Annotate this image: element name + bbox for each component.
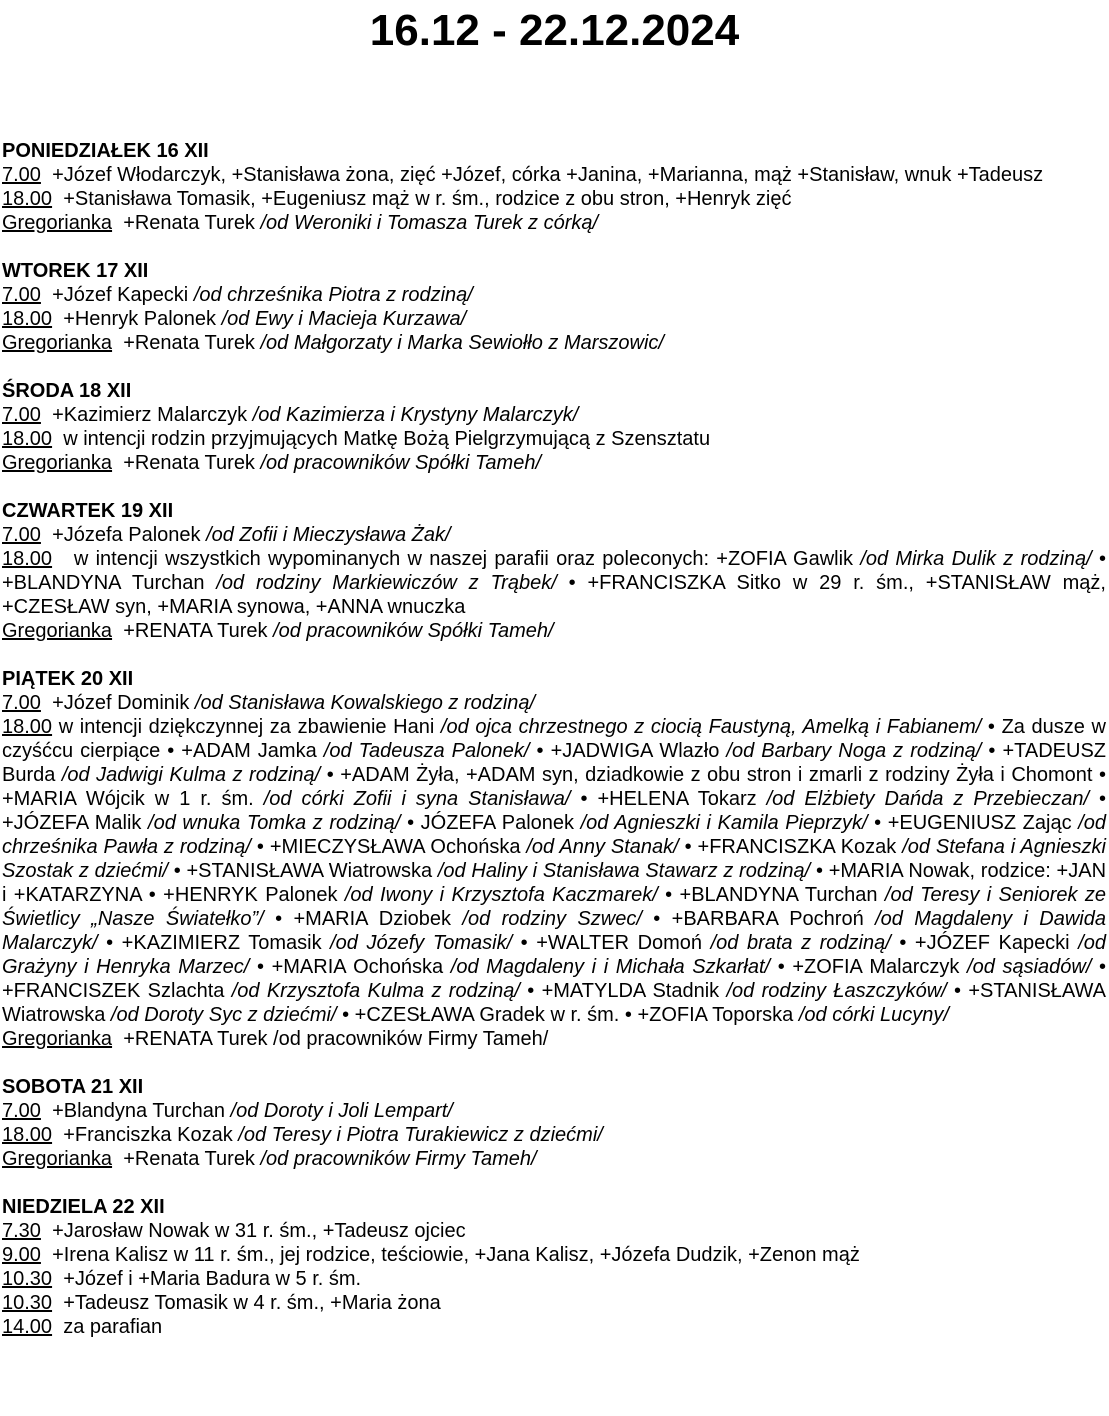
intention-text: • +WALTER Domoń bbox=[512, 932, 711, 954]
intention-text: +Renata Turek bbox=[123, 212, 261, 234]
intention-text: +RENATA Turek /od pracowników Firmy Tameh/ bbox=[123, 1028, 549, 1050]
intention-text: • +BARBARA Pochroń bbox=[641, 908, 876, 930]
mass-intention-entry bbox=[2, 1147, 1106, 1171]
spacer bbox=[112, 1028, 123, 1050]
day-section bbox=[2, 1075, 1106, 1171]
intention-text: • +JADWIGA Wlazło bbox=[529, 740, 727, 762]
intention-requester: /od Stanisława Kowalskiego z rodziną/ bbox=[194, 692, 536, 714]
intention-text: • +MARIA Nowak, rodzice: +JAN i +KATARZYNA • +HENRYK Palonek bbox=[2, 860, 1107, 906]
mass-intention-entry bbox=[2, 187, 1106, 211]
day-heading: PONIEDZIAŁEK 16 XII bbox=[2, 140, 209, 162]
intention-text: • +FRANCISZEK Szlachta bbox=[2, 956, 1107, 1002]
day-heading: CZWARTEK 19 XII bbox=[2, 500, 174, 522]
mass-time: 18.00 bbox=[2, 1124, 53, 1146]
spacer bbox=[41, 404, 52, 426]
mass-intention-entry bbox=[2, 523, 1106, 547]
intention-requester: /od Grażyny i Henryka Marzec/ bbox=[2, 932, 1106, 978]
intention-text: +Tadeusz Tomasik w 4 r. śm., +Maria żona bbox=[63, 1292, 441, 1314]
intention-requester: /od Magdaleny i i Michała Szkarłat/ bbox=[450, 956, 771, 978]
intention-text: • +FRANCISZKA Kozak bbox=[678, 836, 903, 858]
intention-requester: /od chrześnika Piotra z rodziną/ bbox=[193, 284, 473, 306]
intention-text: • +TADEUSZ Burda bbox=[2, 740, 1107, 786]
gregorianka-label: Gregorianka bbox=[2, 332, 113, 354]
intention-text: +Irena Kalisz w 11 r. śm., jej rodzice, teściowie, +Jana Kalisz, +Józefa Dudzik, +Zenon mąż bbox=[52, 1244, 860, 1266]
mass-intention-entry bbox=[2, 1099, 1106, 1123]
day-section bbox=[2, 379, 1106, 475]
intention-text: • +EUGENIUSZ Zając bbox=[867, 812, 1079, 834]
mass-time: 7.00 bbox=[2, 284, 41, 306]
intention-text: • +JÓZEFA Malik bbox=[2, 788, 1106, 834]
intention-requester: /od córki Lucyny/ bbox=[798, 1004, 949, 1026]
mass-intention-entry bbox=[2, 691, 1106, 715]
intention-requester: /od Doroty i Joli Lempart/ bbox=[230, 1100, 453, 1122]
intention-requester: /od Haliny i Stanisława Stawarz z rodziną/ bbox=[437, 860, 811, 882]
spacer bbox=[41, 164, 52, 186]
intention-text: • +STANISŁAWA Wiatrowska bbox=[167, 860, 438, 882]
intention-text: +RENATA Turek bbox=[123, 620, 274, 642]
intention-text: +Henryk Palonek bbox=[63, 308, 222, 330]
intention-text: • +MARIA Dziobek bbox=[263, 908, 463, 930]
mass-intention-entry bbox=[2, 1243, 1106, 1267]
spacer bbox=[112, 332, 123, 354]
gregorianka-label: Gregorianka bbox=[2, 620, 113, 642]
intention-requester: /od pracowników Spółki Tameh/ bbox=[260, 452, 542, 474]
mass-intention-entry bbox=[2, 427, 1106, 451]
intention-requester: /od pracowników Spółki Tameh/ bbox=[273, 620, 554, 642]
mass-time: 7.00 bbox=[2, 404, 41, 426]
mass-intention-entry bbox=[2, 1219, 1106, 1243]
spacer bbox=[41, 284, 52, 306]
mass-intention-entry bbox=[2, 1267, 1106, 1291]
day-heading: SOBOTA 21 XII bbox=[2, 1076, 144, 1098]
spacer bbox=[52, 188, 63, 210]
intention-requester: /od Zofii i Mieczysława Żak/ bbox=[206, 524, 451, 546]
intention-text: +Józef Dominik bbox=[52, 692, 195, 714]
intention-text: w intencji dziękczynnej za zbawienie Hani bbox=[58, 716, 441, 738]
intention-text: • +BLANDYNA Turchan bbox=[657, 884, 885, 906]
spacer bbox=[52, 428, 63, 450]
intention-requester: /od Mirka Dulik z rodziną/ bbox=[860, 548, 1092, 570]
intention-text: +Józefa Palonek bbox=[52, 524, 207, 546]
intention-requester: /od Ewy i Macieja Kurzawa/ bbox=[221, 308, 467, 330]
spacer bbox=[52, 1292, 63, 1314]
intention-requester: /od córki Zofii i syna Stanisława/ bbox=[263, 788, 571, 810]
mass-time: 18.00 bbox=[2, 716, 53, 738]
intention-requester: /od rodziny Łaszczyków/ bbox=[726, 980, 947, 1002]
mass-time: 10.30 bbox=[2, 1268, 53, 1290]
intention-text: • Za dusze w czyśćcu cierpiące • +ADAM Jamka bbox=[2, 716, 1106, 762]
mass-time: 18.00 bbox=[2, 188, 53, 210]
mass-intention-entry bbox=[2, 451, 1106, 475]
intention-requester: /od rodziny Markiewiczów z Trąbek/ bbox=[216, 572, 557, 594]
day-section bbox=[2, 139, 1106, 235]
intention-text: • +STANISŁAWA Wiatrowska bbox=[2, 980, 1107, 1026]
intention-requester: /od Teresy i Piotra Turakiewicz z dziećmi/ bbox=[238, 1124, 603, 1146]
intention-text: • +FRANCISZKA Sitko w 29 r. śm., +STANISŁAW mąż, +CZESŁAW syn, +MARIA synowa, +ANNA wnuczka bbox=[2, 572, 1106, 618]
intention-text: +Renata Turek bbox=[123, 1148, 261, 1170]
mass-time: 18.00 bbox=[2, 428, 53, 450]
intention-text: +Renata Turek bbox=[123, 332, 261, 354]
spacer bbox=[41, 692, 52, 714]
spacer bbox=[112, 452, 123, 474]
intention-requester: /od sąsiadów/ bbox=[967, 956, 1092, 978]
day-section bbox=[2, 1195, 1106, 1339]
day-section bbox=[2, 259, 1106, 355]
day-section bbox=[2, 499, 1106, 643]
intention-requester: /od wnuka Tomka z rodziną/ bbox=[148, 812, 401, 834]
intention-text: w intencji rodzin przyjmujących Matkę Bożą Pielgrzymującą z Szensztatu bbox=[63, 428, 711, 450]
mass-time: 9.00 bbox=[2, 1244, 41, 1266]
mass-intention-entry bbox=[2, 211, 1106, 235]
intention-text: • +ZOFIA Malarczyk bbox=[770, 956, 968, 978]
mass-intention-entry bbox=[2, 619, 1106, 643]
day-section bbox=[2, 667, 1106, 1051]
spacer bbox=[41, 1100, 52, 1122]
mass-intention-entry bbox=[2, 163, 1106, 187]
mass-intention-entry bbox=[2, 715, 1106, 1027]
mass-intention-entry bbox=[2, 1291, 1106, 1315]
intention-text: • +JÓZEF Kapecki bbox=[890, 932, 1079, 954]
gregorianka-label: Gregorianka bbox=[2, 452, 113, 474]
intention-requester: /od Teresy i Seniorek ze Świetlicy „Nasze Światełko”/ bbox=[2, 884, 1106, 930]
intention-text: +Jarosław Nowak w 31 r. śm., +Tadeusz ojciec bbox=[52, 1220, 466, 1242]
mass-time: 7.00 bbox=[2, 524, 41, 546]
day-heading: NIEDZIELA 22 XII bbox=[2, 1196, 165, 1218]
intention-text: • +BLANDYNA Turchan bbox=[2, 548, 1107, 594]
intention-text: • +MATYLDA Stadnik bbox=[519, 980, 727, 1002]
intention-text: • +MIECZYSŁAWA Ochońska bbox=[250, 836, 527, 858]
intention-text: +Franciszka Kozak bbox=[63, 1124, 239, 1146]
spacer bbox=[52, 1268, 63, 1290]
spacer bbox=[112, 620, 123, 642]
mass-time: 18.00 bbox=[2, 548, 53, 570]
intention-text: +Kazimierz Malarczyk bbox=[52, 404, 253, 426]
mass-time: 7.00 bbox=[2, 692, 41, 714]
mass-time: 14.00 bbox=[2, 1316, 53, 1338]
mass-intention-entry bbox=[2, 1315, 1106, 1339]
intention-text: +Blandyna Turchan bbox=[52, 1100, 231, 1122]
intention-requester: /od Barbary Noga z rodziną/ bbox=[726, 740, 982, 762]
intention-text: • JÓZEFA Palonek bbox=[400, 812, 581, 834]
day-heading: ŚRODA 18 XII bbox=[2, 380, 132, 402]
mass-schedule bbox=[2, 139, 1106, 1363]
spacer bbox=[41, 524, 52, 546]
intention-text: +Józef Kapecki bbox=[52, 284, 194, 306]
intention-text: w intencji wszystkich wypominanych w naszej parafii oraz poleconych: +ZOFIA Gawlik bbox=[66, 548, 861, 570]
gregorianka-label: Gregorianka bbox=[2, 1148, 113, 1170]
spacer bbox=[52, 308, 63, 330]
gregorianka-label: Gregorianka bbox=[2, 212, 113, 234]
intention-requester: /od Iwony i Krzysztofa Kaczmarek/ bbox=[344, 884, 658, 906]
day-heading: PIĄTEK 20 XII bbox=[2, 668, 134, 690]
intention-requester: /od Stefana i Agnieszki Szostak z dziećmi/ bbox=[2, 836, 1106, 882]
intention-text: +Stanisława Tomasik, +Eugeniusz mąż w r. śm., rodzice z obu stron, +Henryk zięć bbox=[63, 188, 792, 210]
intention-text: +Józef i +Maria Badura w 5 r. śm. bbox=[63, 1268, 362, 1290]
spacer bbox=[112, 212, 123, 234]
intention-requester: /od Elżbiety Dańda z Przebieczan/ bbox=[766, 788, 1089, 810]
mass-time: 7.00 bbox=[2, 164, 41, 186]
intention-requester: /od Anny Stanak/ bbox=[526, 836, 679, 858]
intention-requester: /od Małgorzaty i Marka Sewiołło z Marszowic/ bbox=[260, 332, 664, 354]
mass-intention-entry bbox=[2, 403, 1106, 427]
page-title: 16.12 - 22.12.2024 bbox=[369, 6, 740, 55]
intention-requester: /od Doroty Syc z dziećmi/ bbox=[110, 1004, 337, 1026]
intention-requester: /od rodziny Szwec/ bbox=[462, 908, 642, 930]
gregorianka-label: Gregorianka bbox=[2, 1028, 113, 1050]
intention-text: • +MARIA Ochońska bbox=[249, 956, 451, 978]
intention-text: +Renata Turek bbox=[123, 452, 261, 474]
intention-requester: /od pracowników Firmy Tameh/ bbox=[260, 1148, 537, 1170]
mass-time: 18.00 bbox=[2, 308, 53, 330]
day-heading: WTOREK 17 XII bbox=[2, 260, 149, 282]
spacer bbox=[52, 548, 67, 570]
intention-requester: /od Kazimierza i Krystyny Malarczyk/ bbox=[252, 404, 579, 426]
mass-intention-entry bbox=[2, 307, 1106, 331]
mass-intention-entry bbox=[2, 331, 1106, 355]
spacer bbox=[41, 1220, 52, 1242]
mass-time: 7.00 bbox=[2, 1100, 41, 1122]
mass-time: 7.30 bbox=[2, 1220, 41, 1242]
mass-intention-entry bbox=[2, 1123, 1106, 1147]
mass-intention-entry bbox=[2, 1027, 1106, 1051]
intention-requester: /od Magdaleny i Dawida Malarczyk/ bbox=[2, 908, 1106, 954]
intention-requester: /od Józefy Tomasik/ bbox=[330, 932, 513, 954]
spacer bbox=[52, 1316, 63, 1338]
mass-time: 10.30 bbox=[2, 1292, 53, 1314]
spacer bbox=[41, 1244, 52, 1266]
intention-text: • +KAZIMIERZ Tomasik bbox=[97, 932, 331, 954]
intention-requester: /od Tadeusza Palonek/ bbox=[323, 740, 530, 762]
intention-requester: /od Weroniki i Tomasza Turek z córką/ bbox=[260, 212, 599, 234]
mass-intention-entry bbox=[2, 283, 1106, 307]
intention-requester: /od Krzysztofa Kulma z rodziną/ bbox=[231, 980, 520, 1002]
intention-requester: /od ojca chrzestnego z ciocią Faustyną, Amelką i Fabianem/ bbox=[440, 716, 982, 738]
spacer bbox=[52, 1124, 63, 1146]
spacer bbox=[112, 1148, 123, 1170]
intention-text: • +ADAM Żyła, +ADAM syn, dziadkowie z obu stron i zmarli z rodziny Żyła i Chomont • +MARIA Wójcik w 1 r. śm. bbox=[2, 764, 1106, 810]
mass-intention-entry bbox=[2, 547, 1106, 619]
intention-text: za parafian bbox=[63, 1316, 163, 1338]
spacer bbox=[52, 716, 59, 738]
intention-requester: /od chrześnika Pawła z rodziną/ bbox=[2, 812, 1106, 858]
intention-requester: /od Agnieszki i Kamila Pieprzyk/ bbox=[580, 812, 868, 834]
intention-requester: /od Jadwigi Kulma z rodziną/ bbox=[61, 764, 321, 786]
intention-text: +Józef Włodarczyk, +Stanisława żona, zięć +Józef, córka +Janina, +Marianna, mąż +Stanisław, wnuk +Tadeusz bbox=[52, 164, 1044, 186]
intention-text: • +HELENA Tokarz bbox=[570, 788, 767, 810]
intention-requester: /od brata z rodziną/ bbox=[710, 932, 891, 954]
intention-text: • +CZESŁAWA Gradek w r. śm. • +ZOFIA Toporska bbox=[336, 1004, 799, 1026]
